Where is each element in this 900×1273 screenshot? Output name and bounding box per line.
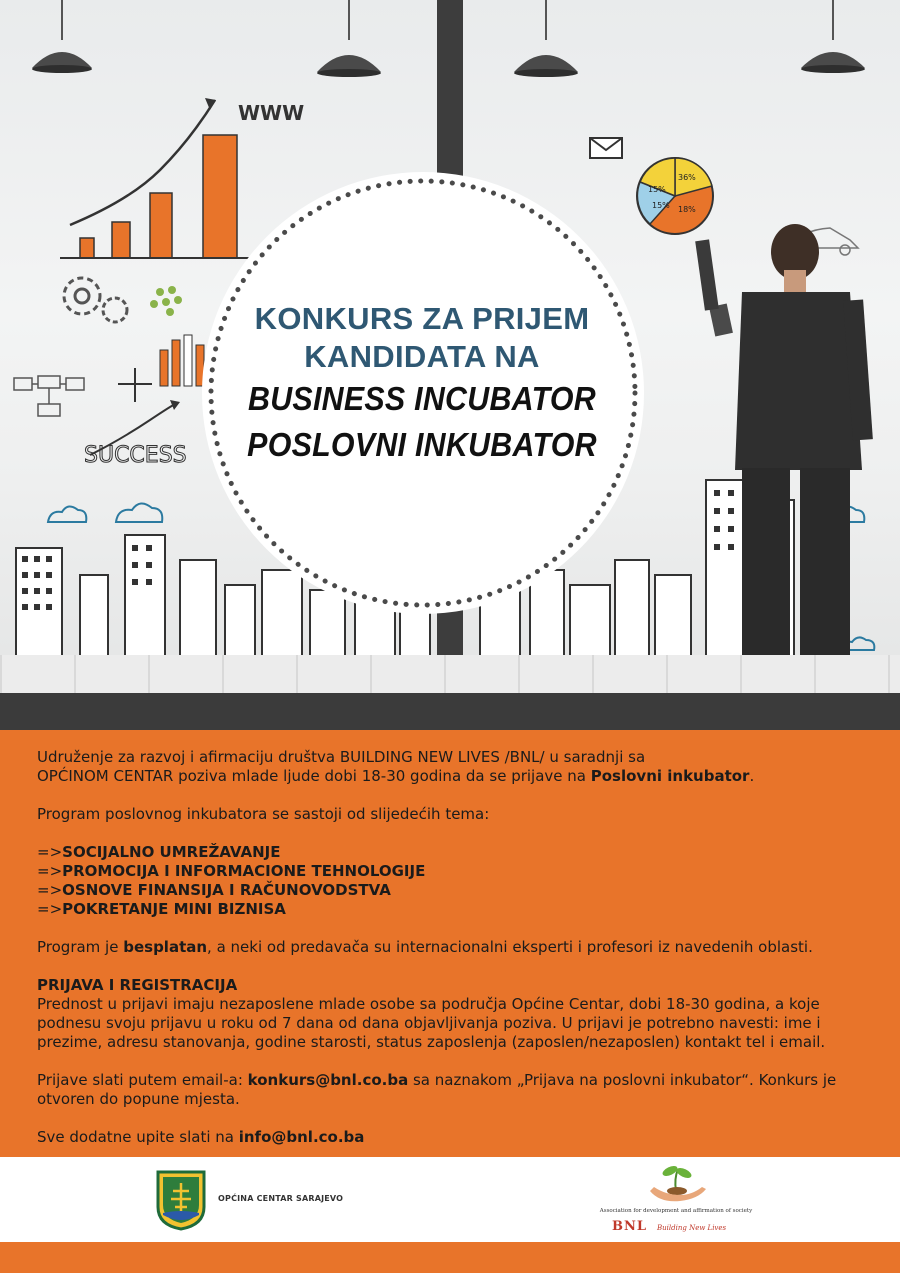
headline-line-2: KANDIDATA NA: [304, 339, 540, 374]
dark-divider-band: [0, 693, 900, 730]
gears-icon: [64, 278, 127, 322]
topic-item: =>OSNOVE FINANSIJA I RAČUNOVODSTVA: [37, 881, 391, 899]
ceiling-lamp-icon: [514, 0, 578, 77]
svg-text:36%: 36%: [678, 173, 696, 182]
bottom-orange-bar: [0, 1242, 900, 1273]
application-email-line-2: otvoren do popune mjesta.: [37, 1090, 240, 1108]
topic-item: =>POKRETANJE MINI BIZNISA: [37, 900, 286, 918]
bnl-tagline: Building New Lives: [657, 1224, 727, 1232]
info-email-link[interactable]: info@bnl.co.ba: [238, 1128, 365, 1146]
info-email-line: Sve dodatne upite slati na info@bnl.co.ba: [37, 1128, 365, 1146]
svg-text:18%: 18%: [678, 205, 696, 214]
bnl-wordmark: BNL: [612, 1219, 648, 1234]
headline: [222, 300, 622, 468]
svg-text:15%: 15%: [648, 185, 666, 194]
announcement-body: [0, 730, 900, 1157]
headline-line-1: KONKURS ZA PRIJEM: [254, 301, 590, 336]
announcement-text: [37, 748, 867, 1147]
small-bar-chart-icon: [160, 335, 204, 386]
application-email-link[interactable]: konkurs@bnl.co.ba: [247, 1071, 409, 1089]
ceiling-lamp-icon: [32, 0, 92, 73]
intro-line-2: OPĆINOM CENTAR poziva mlade ljude dobi 18-30 godina da se prijave na Poslovni inkubator.: [37, 767, 755, 785]
incubator-highlight: Poslovni inkubator: [590, 767, 750, 785]
headline-line-4: POSLOVNI INKUBATOR: [247, 426, 597, 463]
ceiling-lamp-icon: [317, 0, 381, 77]
program-intro: Program poslovnog inkubatora se sastoji od slijedećih tema:: [37, 805, 490, 823]
free-program-line: Program je besplatan, a neki od predavača su internacionalni eksperti i profesori iz navedenih oblasti.: [37, 938, 813, 956]
municipality-name: OPĆINA CENTAR SARAJEVO: [218, 1194, 344, 1203]
wooden-floor: [0, 655, 900, 693]
registration-line-3: prezime, adresu stanovanja, godine starosti, status zaposlenja (zaposlen/nezaposlen) kontakt tel i email.: [37, 1033, 826, 1051]
envelope-icon: [590, 138, 622, 158]
municipality-crest-icon: [155, 1169, 207, 1231]
network-dots-icon: [150, 286, 182, 316]
pie-chart-sketch-icon: [637, 158, 713, 234]
bnl-hand-plant-logo-icon: [640, 1161, 712, 1211]
footer: [0, 1157, 900, 1242]
registration-title: PRIJAVA I REGISTRACIJA: [37, 976, 238, 994]
success-sketch-icon: [84, 400, 187, 468]
cross-arrows-icon: [118, 368, 152, 402]
topic-item: =>SOCIJALNO UMREŽAVANJE: [37, 843, 281, 861]
topic-item: =>PROMOCIJA I INFORMACIONE TEHNOLOGIJE: [37, 862, 426, 880]
svg-text:SUCCESS: SUCCESS: [84, 443, 187, 468]
flowchart-sketch-icon: [14, 376, 84, 416]
headline-line-3: BUSINESS INCUBATOR: [248, 380, 596, 417]
registration-line-1: Prednost u prijavi imaju nezaposlene mlade osobe sa područja Općine Centar, dobi 18-30 godina, a koje: [37, 995, 820, 1013]
svg-text:WWW: WWW: [238, 101, 305, 125]
registration-line-2: podnesu svoju prijavu u roku od 7 dana od dana objavljivanja poziva. U prijavi je potrebno navesti: ime i: [37, 1014, 821, 1032]
svg-text:15%: 15%: [652, 201, 670, 210]
bnl-association-text: Association for development and affirmation of society: [599, 1208, 753, 1214]
application-email-line: Prijave slati putem email-a: konkurs@bnl.co.ba sa naznakom „Prijava na poslovni inkubator“. Konkurs je: [37, 1071, 837, 1089]
ceiling-lamp-icon: [801, 0, 865, 73]
intro-line-1: Udruženje za razvoj i afirmaciju društva BUILDING NEW LIVES /BNL/ u saradnji sa: [37, 748, 646, 766]
